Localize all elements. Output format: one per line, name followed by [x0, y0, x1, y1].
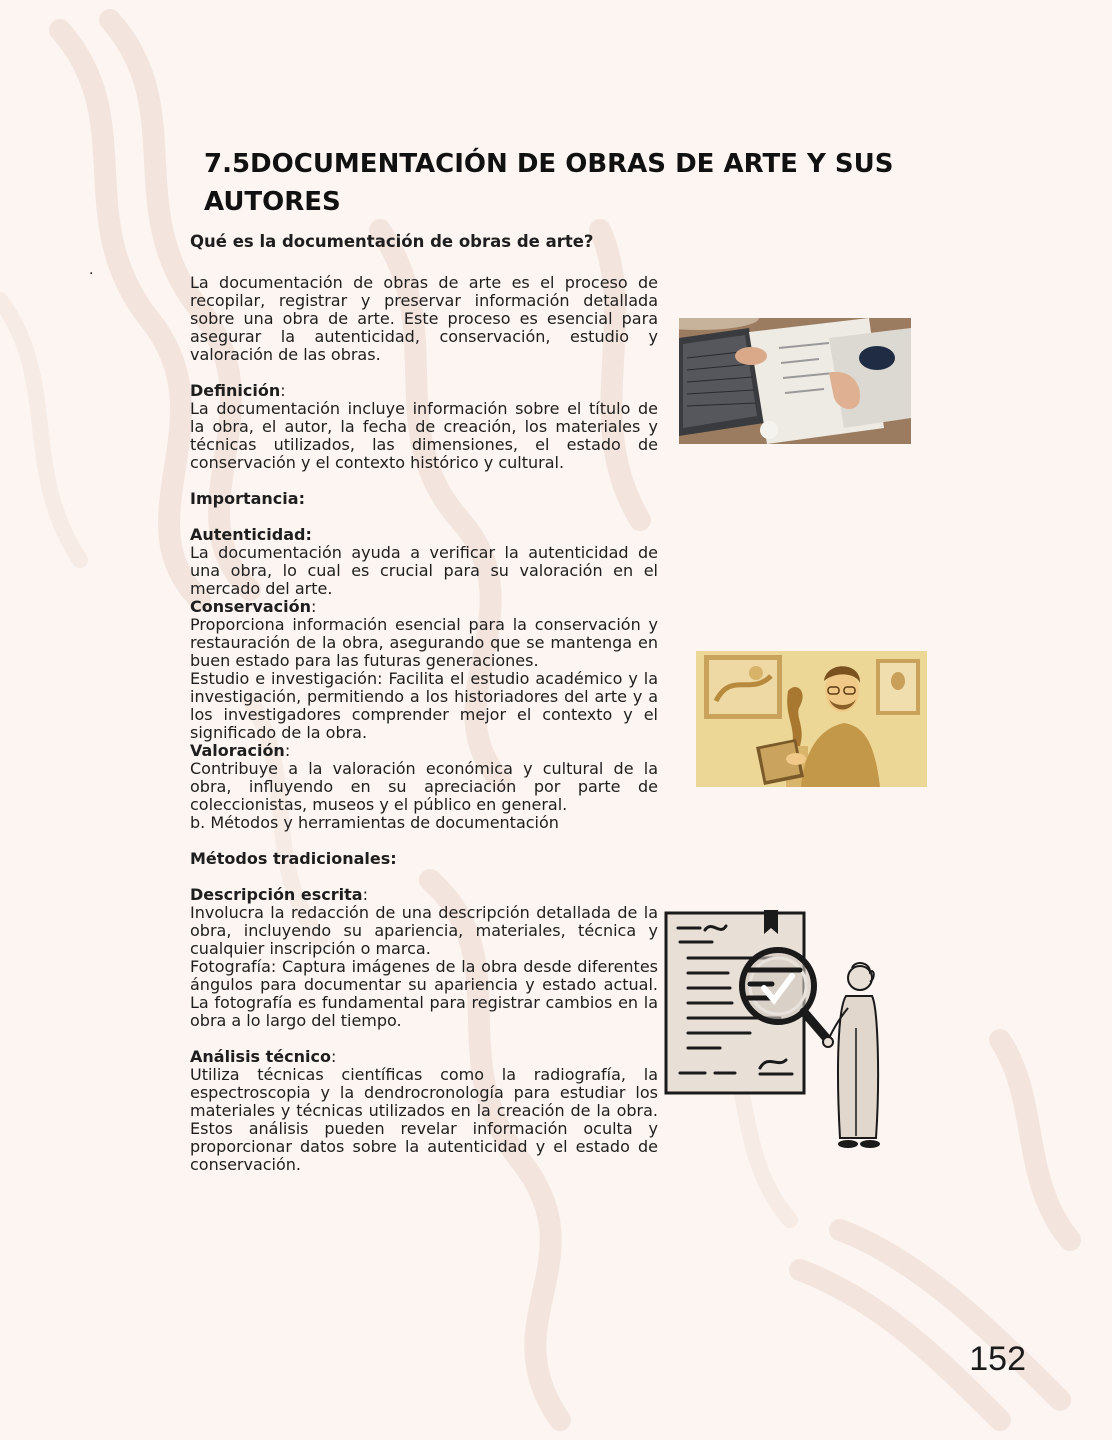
definition-text: La documentación incluye información sobre el título de la obra, el autor, la fecha de creación, los materiales y técnicas utilizados, las dimensiones, el estado de conservación y el contexto histórico y cultural. — [190, 399, 658, 472]
photography-text: Fotografía: Captura imágenes de la obra desde diferentes ángulos para documentar su apariencia y estado actual. La fotografía es fundamental para registrar cambios en la obra a lo largo del tiempo. — [190, 957, 658, 1030]
page-number: 152 — [969, 1340, 1026, 1378]
definition-label: Definición: — [190, 381, 286, 400]
description-label: Descripción escrita: — [190, 885, 368, 904]
valuation-label: Valoración: — [190, 741, 291, 760]
page-title: 7.5DOCUMENTACIÓN DE OBRAS DE ARTE Y SUS AUTORES — [204, 149, 894, 217]
authenticity-text: La documentación ayuda a verificar la autenticidad de una obra, lo cual es crucial para su valoración en el mercado del arte. — [190, 543, 658, 598]
valuation-label-text: Valoración — [190, 741, 285, 760]
description-text: Involucra la redacción de una descripción detallada de la obra, incluyendo su apariencia, materiales, técnica y cualquier inscripción o marca. — [190, 903, 658, 958]
traditional-methods-heading: Métodos tradicionales: — [190, 849, 397, 868]
conservation-label: Conservación: — [190, 597, 317, 616]
intro-paragraph: La documentación de obras de arte es el proceso de recopilar, registrar y preservar información detallada sobre una obra de arte. Este proceso es esencial para asegurar la autenticidad, conservación, estudio y valoración de las obras. — [190, 273, 658, 364]
main-content — [190, 232, 658, 1174]
definition-label-text: Definición — [190, 381, 281, 400]
technical-analysis-label: Análisis técnico: — [190, 1047, 337, 1066]
valuation-text: Contribuye a la valoración económica y cultural de la obra, influyendo en su apreciación por parte de coleccionistas, museos y el público en general. — [190, 759, 658, 814]
conservation-text: Proporciona información esencial para la conservación y restauración de la obra, asegurando que se mantenga en buen estado para las futuras generaciones. — [190, 615, 658, 670]
conservation-label-text: Conservación — [190, 597, 311, 616]
authenticity-label: Autenticidad: — [190, 525, 312, 544]
description-label-text: Descripción escrita — [190, 885, 363, 904]
question-heading: Qué es la documentación de obras de arte? — [190, 232, 594, 251]
bullet-dot: . — [89, 262, 94, 278]
technical-analysis-label-text: Análisis técnico — [190, 1047, 331, 1066]
document-magnifier-illustration — [660, 908, 890, 1153]
importance-heading: Importancia: — [190, 489, 305, 508]
laptop-documents-photo — [679, 318, 911, 444]
technical-analysis-text: Utiliza técnicas científicas como la radiografía, la espectroscopia y la dendrocronología para estudiar los materiales y técnicas utilizados en la creación de la obra. Estos análisis pueden revelar información oculta y proporcionar datos sobre la autenticidad y el estado de conservación. — [190, 1065, 658, 1174]
man-with-tablet-gallery-illustration — [696, 651, 927, 787]
study-text: Estudio e investigación: Facilita el estudio académico y la investigación, permitiendo a los historiadores del arte y a los investigadores comprender mejor el contexto y el significado de la obra. — [190, 669, 658, 742]
methods-intro: b. Métodos y herramientas de documentación — [190, 813, 559, 832]
